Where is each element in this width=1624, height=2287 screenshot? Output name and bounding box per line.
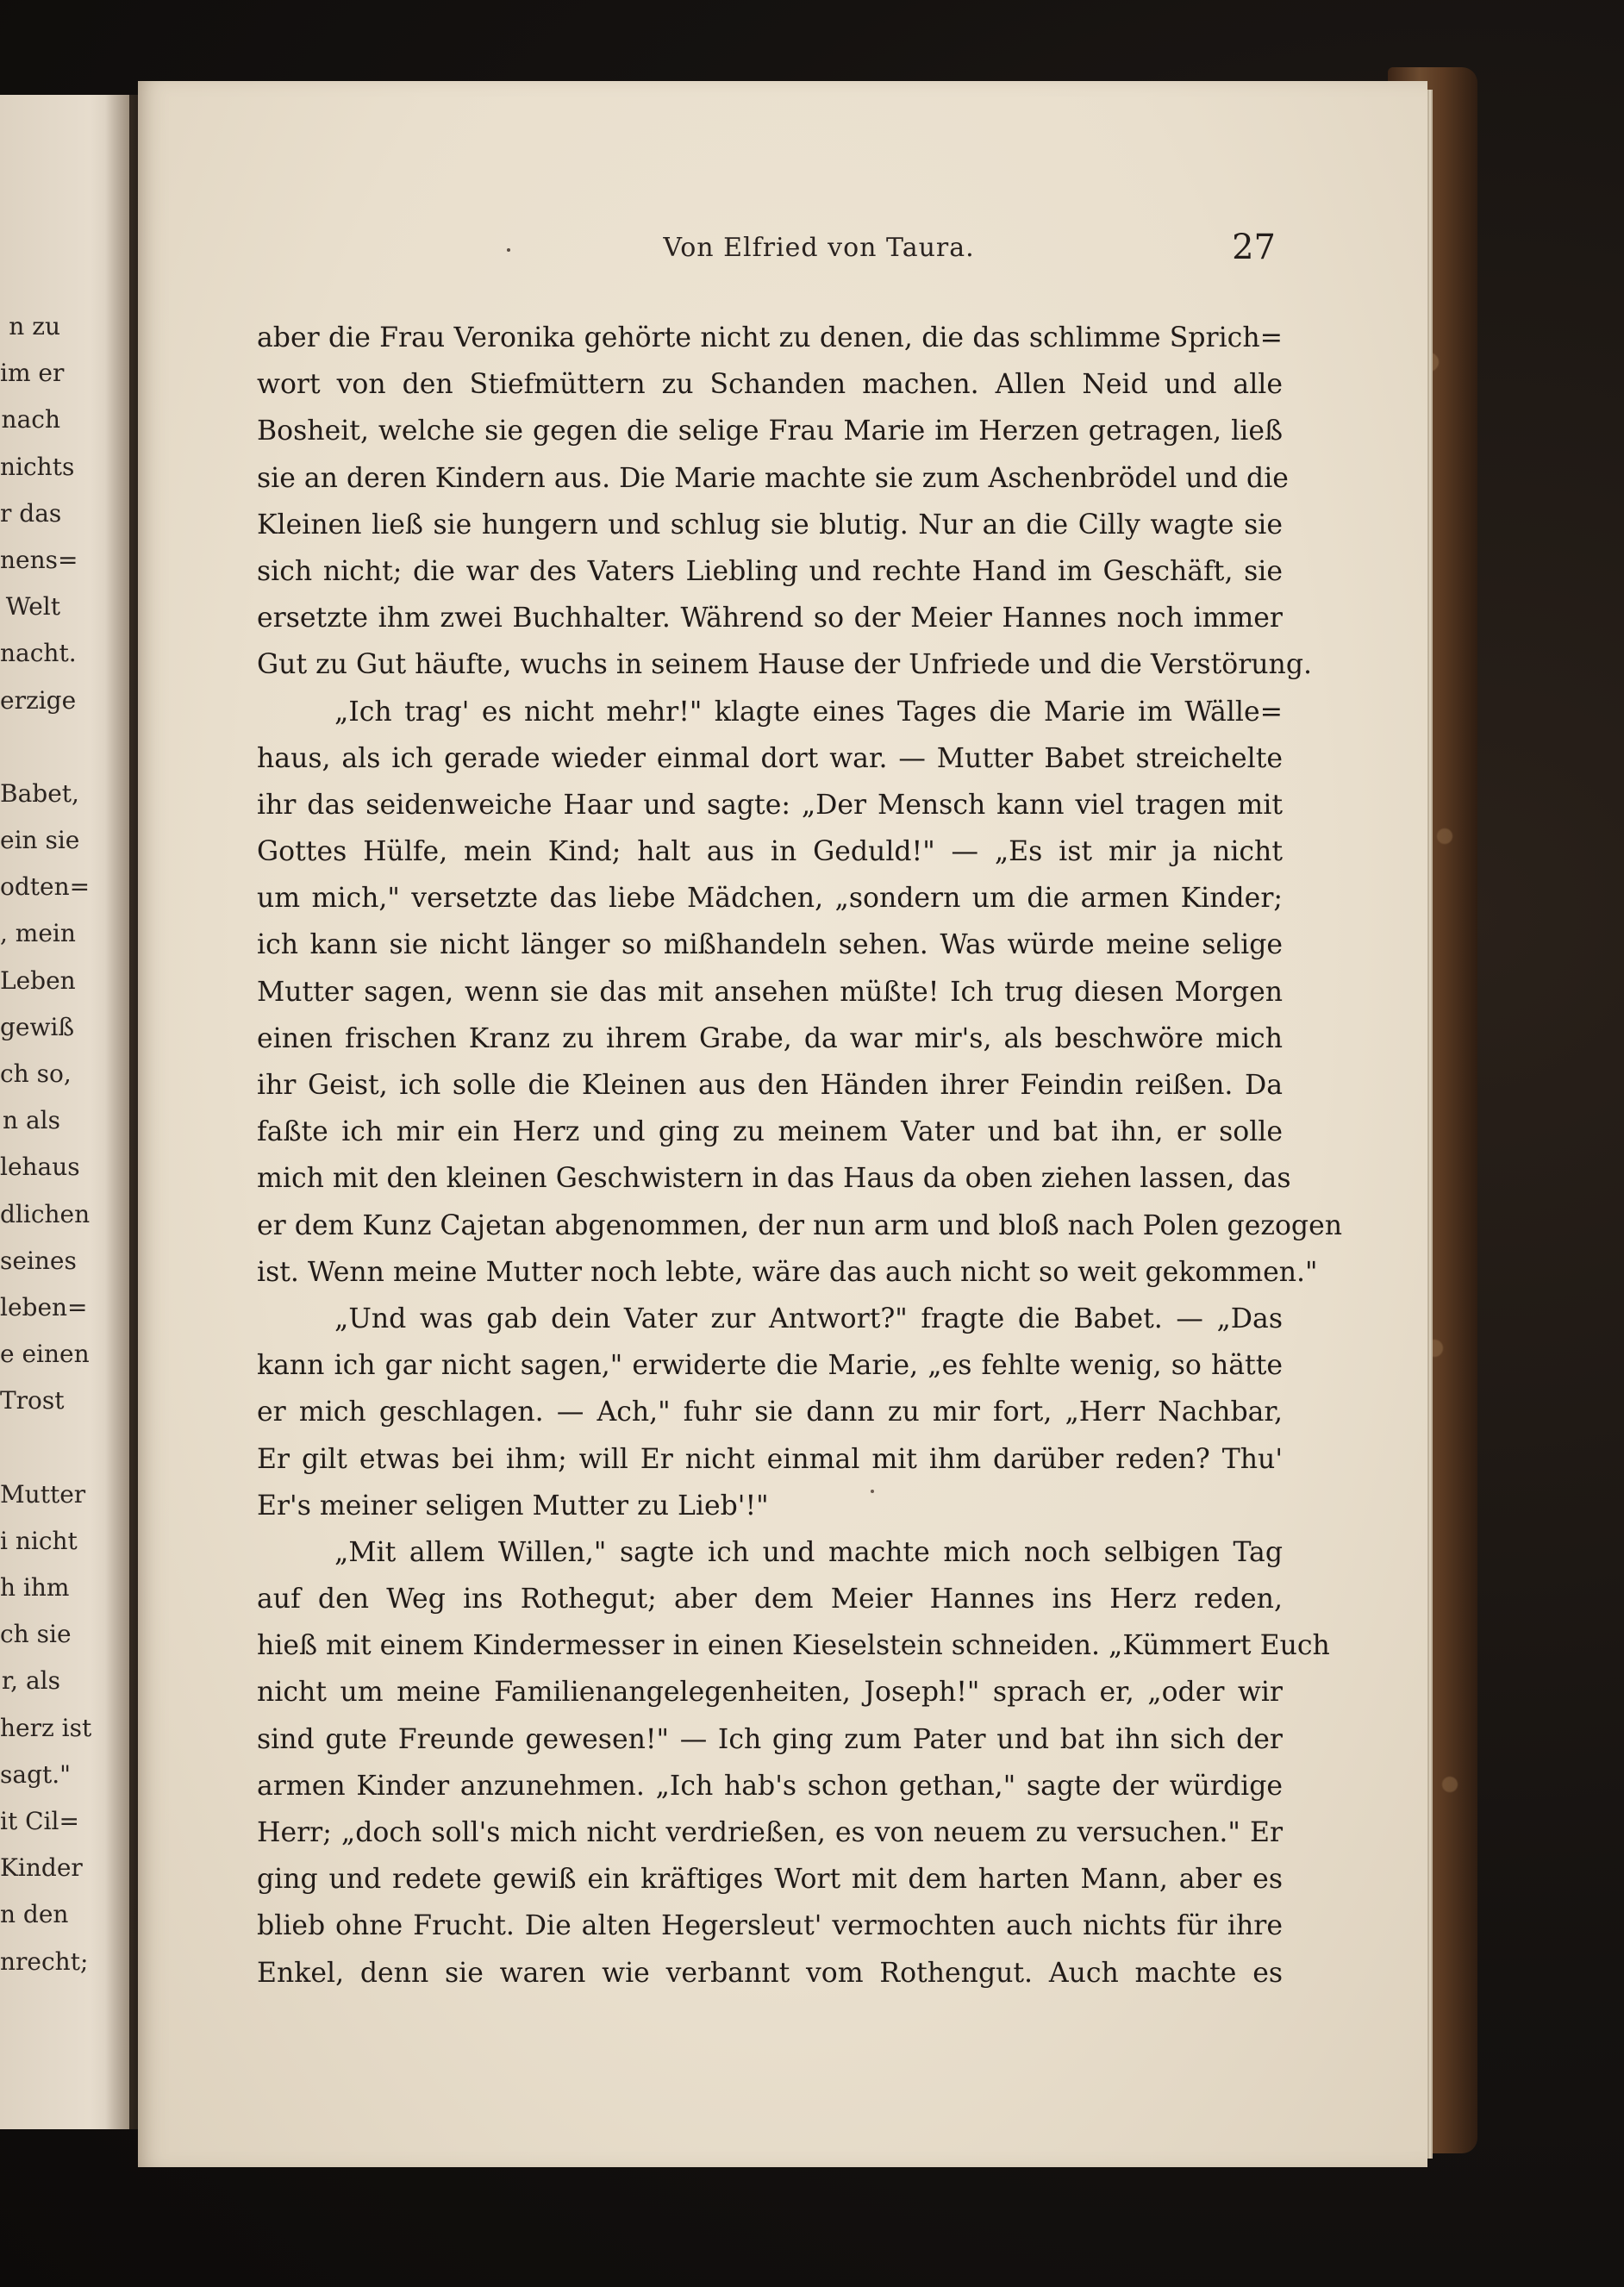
left-page-fragment: sagt."	[0, 1759, 72, 1789]
text-line: auf den Weg ins Rothegut; aber dem Meier Hannes ins Herz reden,	[257, 1584, 1283, 1615]
left-page-fragment: n als	[3, 1106, 60, 1135]
left-page-fragment: i nicht	[0, 1526, 78, 1555]
text-line: Herr; „doch soll's mich nicht verdrießen, es von neuem zu versuchen." Er	[257, 1817, 1283, 1848]
text-line: „Mit allem Willen," sagte ich und machte mich noch selbigen Tag	[334, 1536, 1283, 1568]
left-page-fragment: Trost	[0, 1386, 65, 1415]
left-page-fragment: seines	[0, 1246, 77, 1275]
text-line: Er's meiner seligen Mutter zu Lieb'!"	[257, 1490, 769, 1522]
left-page-fragment: ch so,	[0, 1059, 72, 1088]
left-page-fragment	[0, 1425, 60, 1472]
text-line: mich mit den kleinen Geschwistern in das Haus da oben ziehen lassen, das	[257, 1163, 1291, 1195]
left-page-fragment: Kinder	[0, 1853, 83, 1883]
text-line: armen Kinder anzunehmen. „Ich hab's schon gethan," sagte der würdige	[257, 1770, 1283, 1802]
left-page-fragment: dlichen	[0, 1199, 91, 1228]
text-line: ging und redete gewiß ein kräftiges Wort mit dem harten Mann, aber es	[257, 1864, 1283, 1896]
left-page-fragment: Welt	[5, 592, 60, 622]
text-line: „Und was gab dein Vater zur Antwort?" fragte die Babet. — „Das	[334, 1303, 1283, 1334]
left-page-fragment: nach	[1, 405, 60, 434]
text-line: Mutter sagen, wenn sie das mit ansehen müßte! Ich trug diesen Morgen	[257, 976, 1283, 1008]
left-page-fragment: it Cil=	[0, 1807, 79, 1835]
body-text	[257, 315, 1343, 1996]
text-line: haus, als ich gerade wieder einmal dort war. — Mutter Babet streichelte	[257, 742, 1283, 774]
left-page-fragment: leben=	[0, 1292, 88, 1322]
text-line: ihr Geist, ich solle die Kleinen aus den Händen ihrer Feindin reißen. Da	[257, 1070, 1283, 1101]
page-number: 27	[1232, 228, 1276, 267]
left-page-fragment: odten=	[0, 872, 91, 902]
left-page-fragment: nens=	[0, 545, 78, 574]
left-page-fragment: ch sie	[0, 1620, 72, 1649]
text-line: sich nicht; die war des Vaters Liebling und rechte Hand im Geschäft, sie	[257, 555, 1283, 587]
text-line: aber die Frau Veronika gehörte nicht zu denen, die das schlimme Sprich=	[257, 322, 1283, 353]
text-line: Enkel, denn sie waren wie verbannt vom Rothengut. Auch machte es	[257, 1957, 1283, 1989]
left-page-text-fragments	[0, 303, 92, 1985]
left-page-fragment	[0, 724, 60, 771]
left-page-fragment: nrecht;	[0, 1946, 89, 1976]
text-line: einen frischen Kranz zu ihrem Grabe, da war mir's, als beschwöre mich	[257, 1022, 1283, 1054]
text-line: sind gute Freunde gewesen!" — Ich ging zum Pater und bat ihn sich der	[257, 1723, 1283, 1755]
text-line: er dem Kunz Cajetan abgenommen, der nun arm und bloß nach Polen gezogen	[257, 1209, 1343, 1241]
head-dot	[507, 248, 510, 252]
text-line: blieb ohne Frucht. Die alten Hegersleut' vermochten auch nichts für ihre	[257, 1910, 1283, 1942]
text-line: Bosheit, welche sie gegen die selige Frau Marie im Herzen getragen, ließ	[257, 416, 1283, 447]
left-page-fragment: im er	[0, 359, 65, 388]
text-line: hieß mit einem Kindermesser in einen Kieselstein schneiden. „Kümmert Euch	[257, 1630, 1330, 1662]
text-line: ich kann sie nicht länger so mißhandeln sehen. Was würde meine selige	[257, 929, 1283, 961]
text-line: Kleinen ließ sie hungern und schlug sie blutig. Nur an die Cilly wagte sie	[257, 509, 1283, 541]
running-head	[259, 228, 1284, 276]
text-line: sie an deren Kindern aus. Die Marie machte sie zum Aschenbrödel und die	[257, 462, 1289, 494]
text-line: „Ich trag' es nicht mehr!" klagte eines Tages die Marie im Wälle=	[334, 696, 1283, 728]
left-page-fragment: n zu	[9, 312, 60, 341]
left-page-fragment: lehaus	[0, 1153, 80, 1182]
text-line: um mich," versetzte das liebe Mädchen, „sondern um die armen Kinder;	[257, 883, 1283, 915]
left-page-fragment: nichts	[0, 452, 75, 481]
left-page-fragment: , mein	[0, 919, 76, 948]
left-page-fragment: r das	[0, 498, 62, 528]
text-line: Gottes Hülfe, mein Kind; halt aus in Geduld!" — „Es ist mir ja nicht	[257, 836, 1283, 868]
text-line: Gut zu Gut häufte, wuchs in seinem Hause der Unfriede und die Verstörung.	[257, 649, 1313, 681]
left-page-fragment: erzige	[0, 685, 77, 715]
left-page-fragment: Babet,	[0, 778, 79, 808]
text-line: ihr das seidenweiche Haar und sagte: „Der Mensch kann viel tragen mit	[257, 789, 1283, 821]
left-page-fragment: n den	[0, 1900, 69, 1929]
left-page-fragment: herz ist	[0, 1713, 92, 1742]
left-page-fragment: ein sie	[0, 826, 80, 855]
text-line: ist. Wenn meine Mutter noch lebte, wäre das auch nicht so weit gekommen."	[257, 1256, 1318, 1288]
left-page-fragment: Mutter	[0, 1479, 86, 1509]
text-line: wort von den Stiefmüttern zu Schanden machen. Allen Neid und alle	[257, 369, 1283, 401]
left-page-fragment: e einen	[0, 1340, 90, 1369]
text-line: nicht um meine Familienangelegenheiten, Joseph!" sprach er, „oder wir	[257, 1677, 1283, 1709]
left-page-fragment: Leben	[0, 965, 76, 995]
text-line: kann ich gar nicht sagen," erwiderte die Marie, „es fehlte wenig, so hätte	[257, 1350, 1283, 1382]
text-line: Er gilt etwas bei ihm; will Er nicht einmal mit ihm darüber reden? Thu'	[257, 1443, 1283, 1475]
stray-mark	[871, 1490, 874, 1493]
left-page-fragment: gewiß	[0, 1012, 75, 1041]
left-page-fragment: r, als	[1, 1666, 60, 1696]
text-line: faßte ich mir ein Herz und ging zu meinem Vater und bat ihn, er solle	[257, 1116, 1283, 1148]
text-line: er mich geschlagen. — Ach," fuhr sie dann zu mir fort, „Herr Nachbar,	[257, 1397, 1283, 1428]
text-line: ersetzte ihm zwei Buchhalter. Während so der Meier Hannes noch immer	[257, 603, 1283, 634]
left-page-fragment: nacht.	[0, 639, 77, 668]
running-title: Von Elfried von Taura.	[663, 233, 975, 263]
left-page-fragment: h ihm	[0, 1573, 70, 1603]
